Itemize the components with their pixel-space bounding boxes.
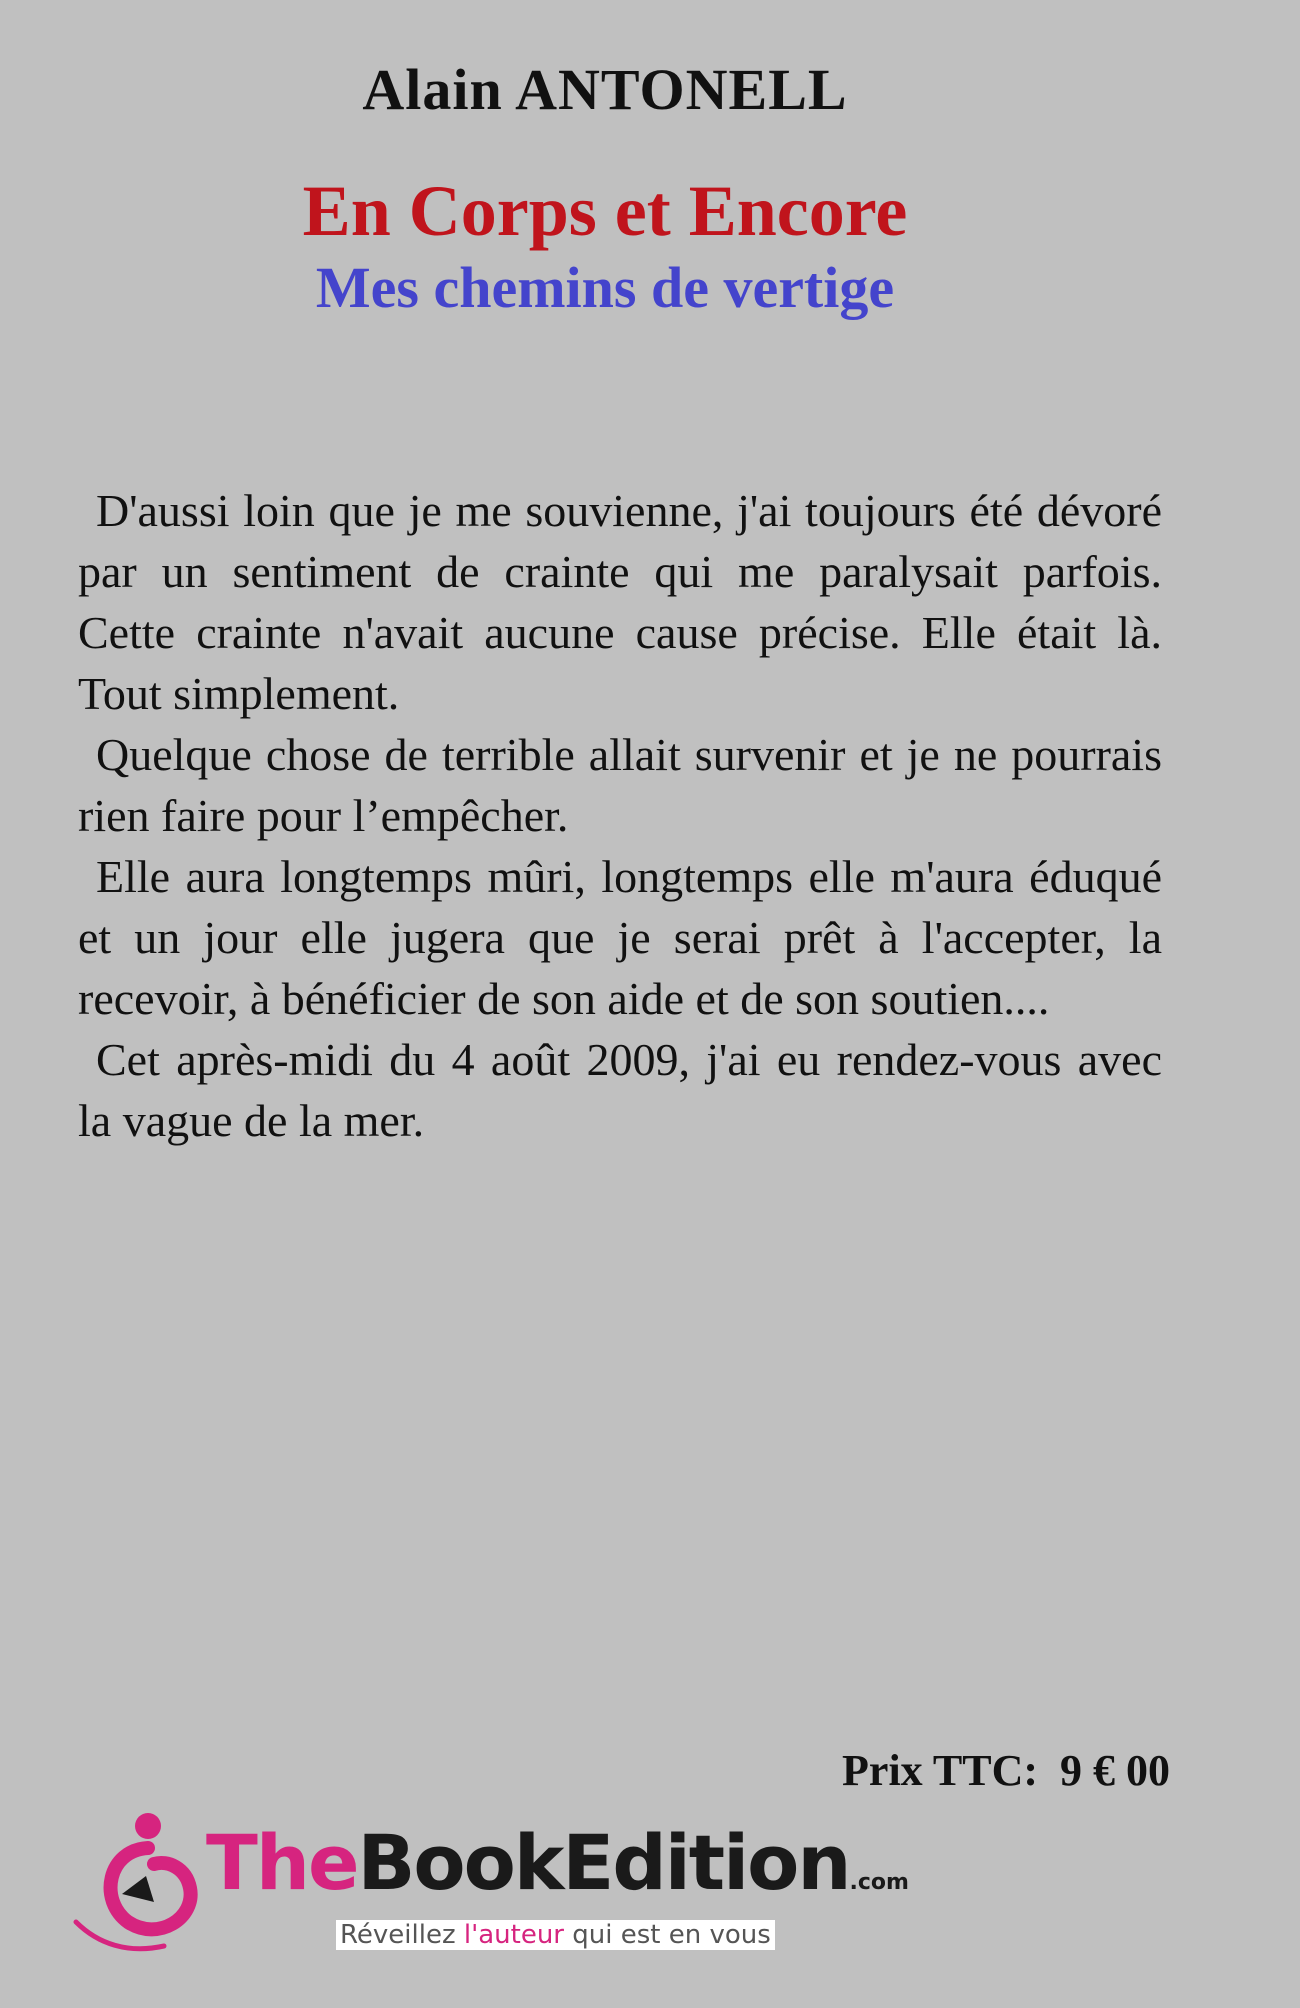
publisher-logo (68, 1810, 909, 1960)
publisher-mark-icon (68, 1810, 208, 1960)
publisher-domain: .com (849, 1870, 909, 1895)
back-cover-blurb (78, 480, 1162, 1151)
price-label: Prix TTC: 9 € 00 (842, 1746, 1170, 1795)
book-title: En Corps et Encore (302, 171, 908, 251)
book-subtitle: Mes chemins de vertige (315, 255, 895, 320)
tagline-start: Réveillez (340, 1920, 464, 1950)
blurb-paragraph: Quelque chose de terrible allait survenir et je ne pourrais rien faire pour l’empêcher. (78, 729, 1162, 841)
tagline-accent: l'auteur (463, 1920, 564, 1950)
blurb-paragraph: Cet après-midi du 4 août 2009, j'ai eu rendez-vous avec la vague de la mer. (78, 1034, 1162, 1146)
tagline-end: qui est en vous (564, 1920, 771, 1950)
publisher-name-bookedition: BookEdition (357, 1818, 850, 1907)
publisher-wordmark (206, 1818, 909, 1928)
blurb-paragraph: Elle aura longtemps mûri, longtemps elle m'aura éduqué et un jour elle jugera que je serai prêt à l'accepter, la recevoir, à bénéficier de son aide et de son soutien.... (78, 851, 1162, 1024)
publisher-name-the: The (206, 1818, 358, 1907)
author-name: Alain ANTONELL (362, 57, 848, 122)
publisher-tagline (336, 1920, 775, 1950)
blurb-paragraph: D'aussi loin que je me souvienne, j'ai toujours été dévoré par un sentiment de crainte qui me paralysait parfois. Cette crainte n'avait aucune cause précise. Elle était là. Tout simplement. (78, 485, 1162, 719)
